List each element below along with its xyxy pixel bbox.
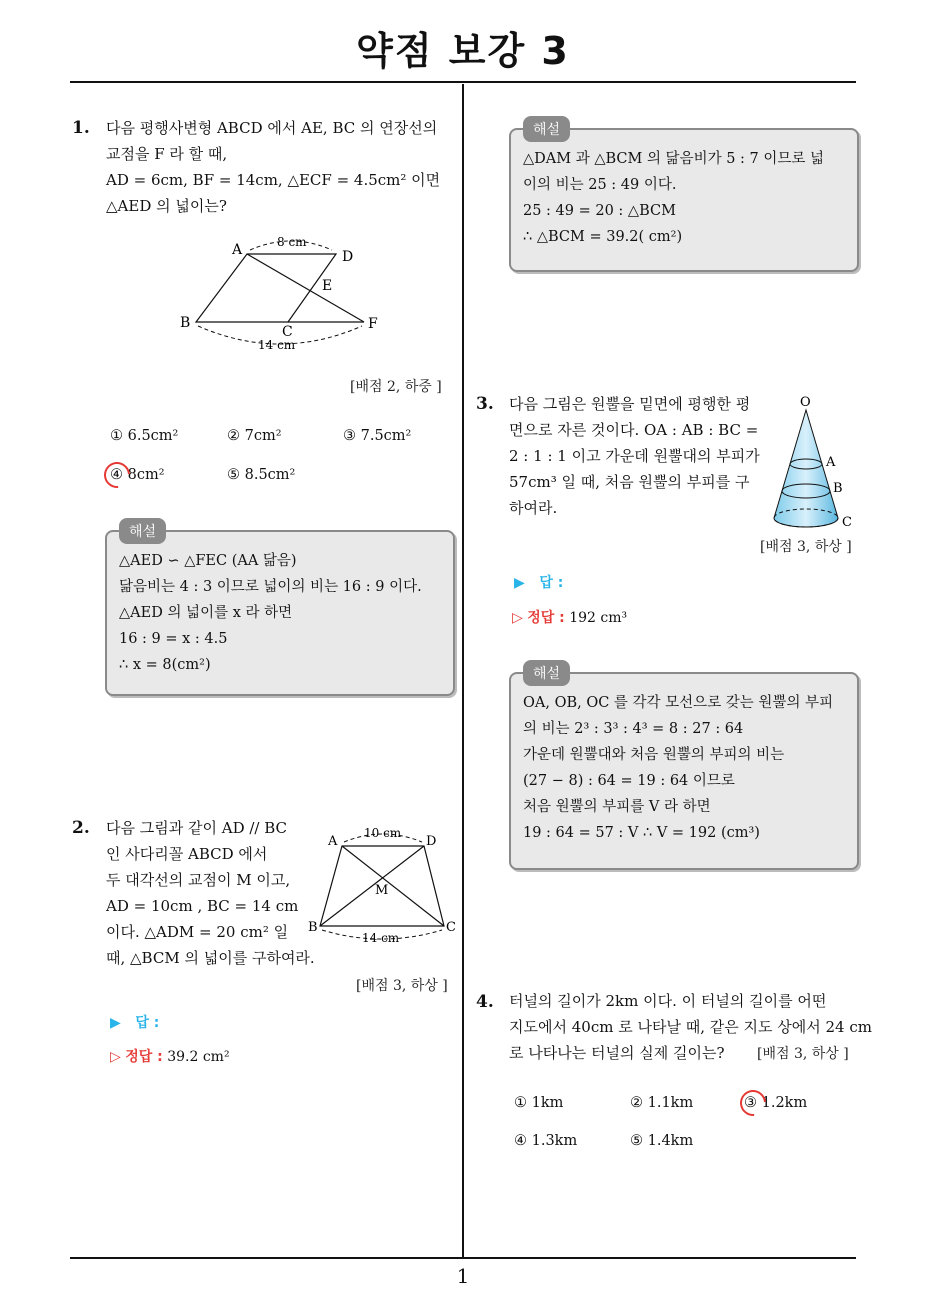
q3-line: 2 : 1 : 1 이고 가운데 원뿔대의 부피가 <box>509 447 760 465</box>
q4-answer-circle-mark <box>735 1085 772 1122</box>
q4-option-1[interactable]: ① 1km <box>514 1095 564 1111</box>
q1-label-b: B <box>180 315 191 331</box>
q1-option-5[interactable]: ⑤ 8.5cm² <box>227 467 296 483</box>
q3-score: [배점 3, 하상 ] <box>760 539 852 555</box>
triangle-bullet-icon: ▶ <box>110 1015 121 1031</box>
q2-line: 때, △BCM 의 넓이를 구하여라. <box>106 949 315 967</box>
open-triangle-icon: ▷ <box>110 1049 121 1065</box>
q1-number: 1. <box>72 118 90 138</box>
q2-solution-box <box>509 122 859 272</box>
q1-label-c: C <box>282 324 293 340</box>
q2-solution-line: 이의 비는 25 : 49 이다. <box>523 177 677 193</box>
q1-top-length: 8 cm <box>277 235 307 249</box>
q2-trapezoid-figure <box>306 822 458 948</box>
q3-line: 하여라. <box>509 499 558 517</box>
q1-label-f: F <box>368 316 378 332</box>
q2-line: 인 사다리꼴 ABCD 에서 <box>106 845 268 863</box>
q1-option-4[interactable]: ④ 8cm² <box>110 467 165 483</box>
q2-top-length: 10 cm <box>364 826 402 840</box>
q1-bottom-length: 14 cm <box>258 338 296 352</box>
top-rule <box>70 81 856 83</box>
q3-solution-line: 19 : 64 = 57 : V ∴ V = 192 (cm³) <box>523 825 760 841</box>
q4-number: 4. <box>476 992 494 1012</box>
q3-solution-label: 해설 <box>523 660 570 686</box>
q2-number: 2. <box>72 818 90 838</box>
q1-solution-line: 닮음비는 4 : 3 이므로 넓이의 비는 16 : 9 이다. <box>119 579 422 595</box>
column-divider <box>462 84 464 1259</box>
q3-solution-line: (27 − 8) : 64 = 19 : 64 이므로 <box>523 773 735 789</box>
q1-text <box>106 115 440 219</box>
q1-parallelogram-figure <box>170 228 400 356</box>
q2-correct-answer: ▷ 정답 : 39.2 cm² <box>110 1049 230 1065</box>
q1-label-a: A <box>232 242 243 258</box>
q2-label-d: D <box>426 834 437 849</box>
q2-label-a: A <box>328 834 338 849</box>
triangle-bullet-icon: ▶ <box>514 575 525 591</box>
q2-label-b: B <box>308 920 318 935</box>
q3-line: 면으로 자른 것이다. OA : AB : BC = <box>509 421 759 439</box>
q4-score: [배점 3, 하상 ] <box>757 1046 849 1062</box>
q3-correct-answer: ▷ 정답 : 192 cm³ <box>512 610 628 626</box>
q1-option-2[interactable]: ② 7cm² <box>227 428 282 444</box>
page-title: 약점 보강 3 <box>356 29 570 73</box>
q3-cone-figure <box>766 394 856 544</box>
page-number: 1 <box>456 1264 470 1288</box>
q3-solution-line: 가운데 원뿔대와 처음 원뿔의 부피의 비는 <box>523 747 785 763</box>
q1-solution-line: ∴ x = 8(cm²) <box>119 657 211 673</box>
q2-label-m: M <box>375 883 389 898</box>
q1-line: AD = 6cm, BF = 14cm, △ECF = 4.5cm² 이면 <box>106 171 441 189</box>
q1-label-d: D <box>342 249 354 265</box>
q2-solution-label: 해설 <box>523 116 570 142</box>
q2-answer-prompt: ▶ 답 : <box>110 1015 160 1031</box>
q3-label-b: B <box>833 481 843 496</box>
q1-label-e: E <box>322 278 333 294</box>
q1-answer-circle-mark <box>99 457 136 494</box>
q1-option-1[interactable]: ① 6.5cm² <box>110 428 179 444</box>
q1-line: 교점을 F 라 할 때, <box>106 145 228 163</box>
q4-option-4[interactable]: ④ 1.3km <box>514 1133 578 1149</box>
q2-line: 이다. △ADM = 20 cm² 일 <box>106 923 289 941</box>
q2-label-c: C <box>446 920 456 935</box>
q1-solution-label: 해설 <box>119 518 166 544</box>
q2-solution-line: △DAM 과 △BCM 의 닮음비가 5 : 7 이므로 넓 <box>523 151 824 167</box>
q3-line: 57cm³ 일 때, 처음 원뿔의 부피를 구 <box>509 473 750 491</box>
q1-option-3[interactable]: ③ 7.5cm² <box>343 428 412 444</box>
q3-solution-box <box>509 666 859 870</box>
q3-line: 다음 그림은 원뿔을 밑면에 평행한 평 <box>509 395 751 413</box>
q2-text <box>106 815 315 971</box>
q3-text <box>509 391 760 521</box>
q3-answer-prompt: ▶ 답 : <box>514 575 564 591</box>
q1-solution-box <box>105 524 455 696</box>
q1-solution-line: 16 : 9 = x : 4.5 <box>119 631 228 647</box>
bottom-rule <box>70 1257 856 1259</box>
q3-solution-line: 의 비는 2³ : 3³ : 4³ = 8 : 27 : 64 <box>523 721 744 737</box>
q2-solution-line: ∴ △BCM = 39.2( cm²) <box>523 229 683 245</box>
q2-line: 다음 그림과 같이 AD // BC <box>106 819 288 837</box>
q4-line: 지도에서 40cm 로 나타날 때, 같은 지도 상에서 24 cm <box>509 1018 872 1036</box>
q3-solution-line: 처음 원뿔의 부피를 V 라 하면 <box>523 799 711 815</box>
q3-label-c: C <box>842 515 852 530</box>
q1-line: 다음 평행사변형 ABCD 에서 AE, BC 의 연장선의 <box>106 119 438 137</box>
q4-option-5[interactable]: ⑤ 1.4km <box>630 1133 694 1149</box>
q4-line: 터널의 길이가 2km 이다. 이 터널의 길이를 어떤 <box>509 992 827 1010</box>
open-triangle-icon: ▷ <box>512 610 523 626</box>
q1-solution-line: △AED ∽ △FEC (AA 닮음) <box>119 553 297 569</box>
q2-score: [배점 3, 하상 ] <box>356 978 448 994</box>
q4-option-2[interactable]: ② 1.1km <box>630 1095 694 1111</box>
q3-number: 3. <box>476 394 494 414</box>
q2-bottom-length: 14 cm <box>362 931 400 945</box>
q4-line: 로 나타나는 터널의 실제 길이는? <box>509 1044 725 1062</box>
q2-line: 두 대각선의 교점이 M 이고, <box>106 871 291 889</box>
q2-solution-line: 25 : 49 = 20 : △BCM <box>523 203 676 219</box>
q1-line: △AED 의 넓이는? <box>106 197 227 215</box>
q3-label-o: O <box>800 395 811 410</box>
q1-score: [배점 2, 하중 ] <box>350 379 442 395</box>
q2-line: AD = 10cm , BC = 14 cm <box>106 897 299 915</box>
q3-label-a: A <box>826 455 836 470</box>
q1-solution-line: △AED 의 넓이를 x 라 하면 <box>119 605 293 621</box>
q3-solution-line: OA, OB, OC 를 각각 모선으로 갖는 원뿔의 부피 <box>523 695 834 711</box>
q4-option-3[interactable]: ③ 1.2km <box>744 1095 808 1111</box>
